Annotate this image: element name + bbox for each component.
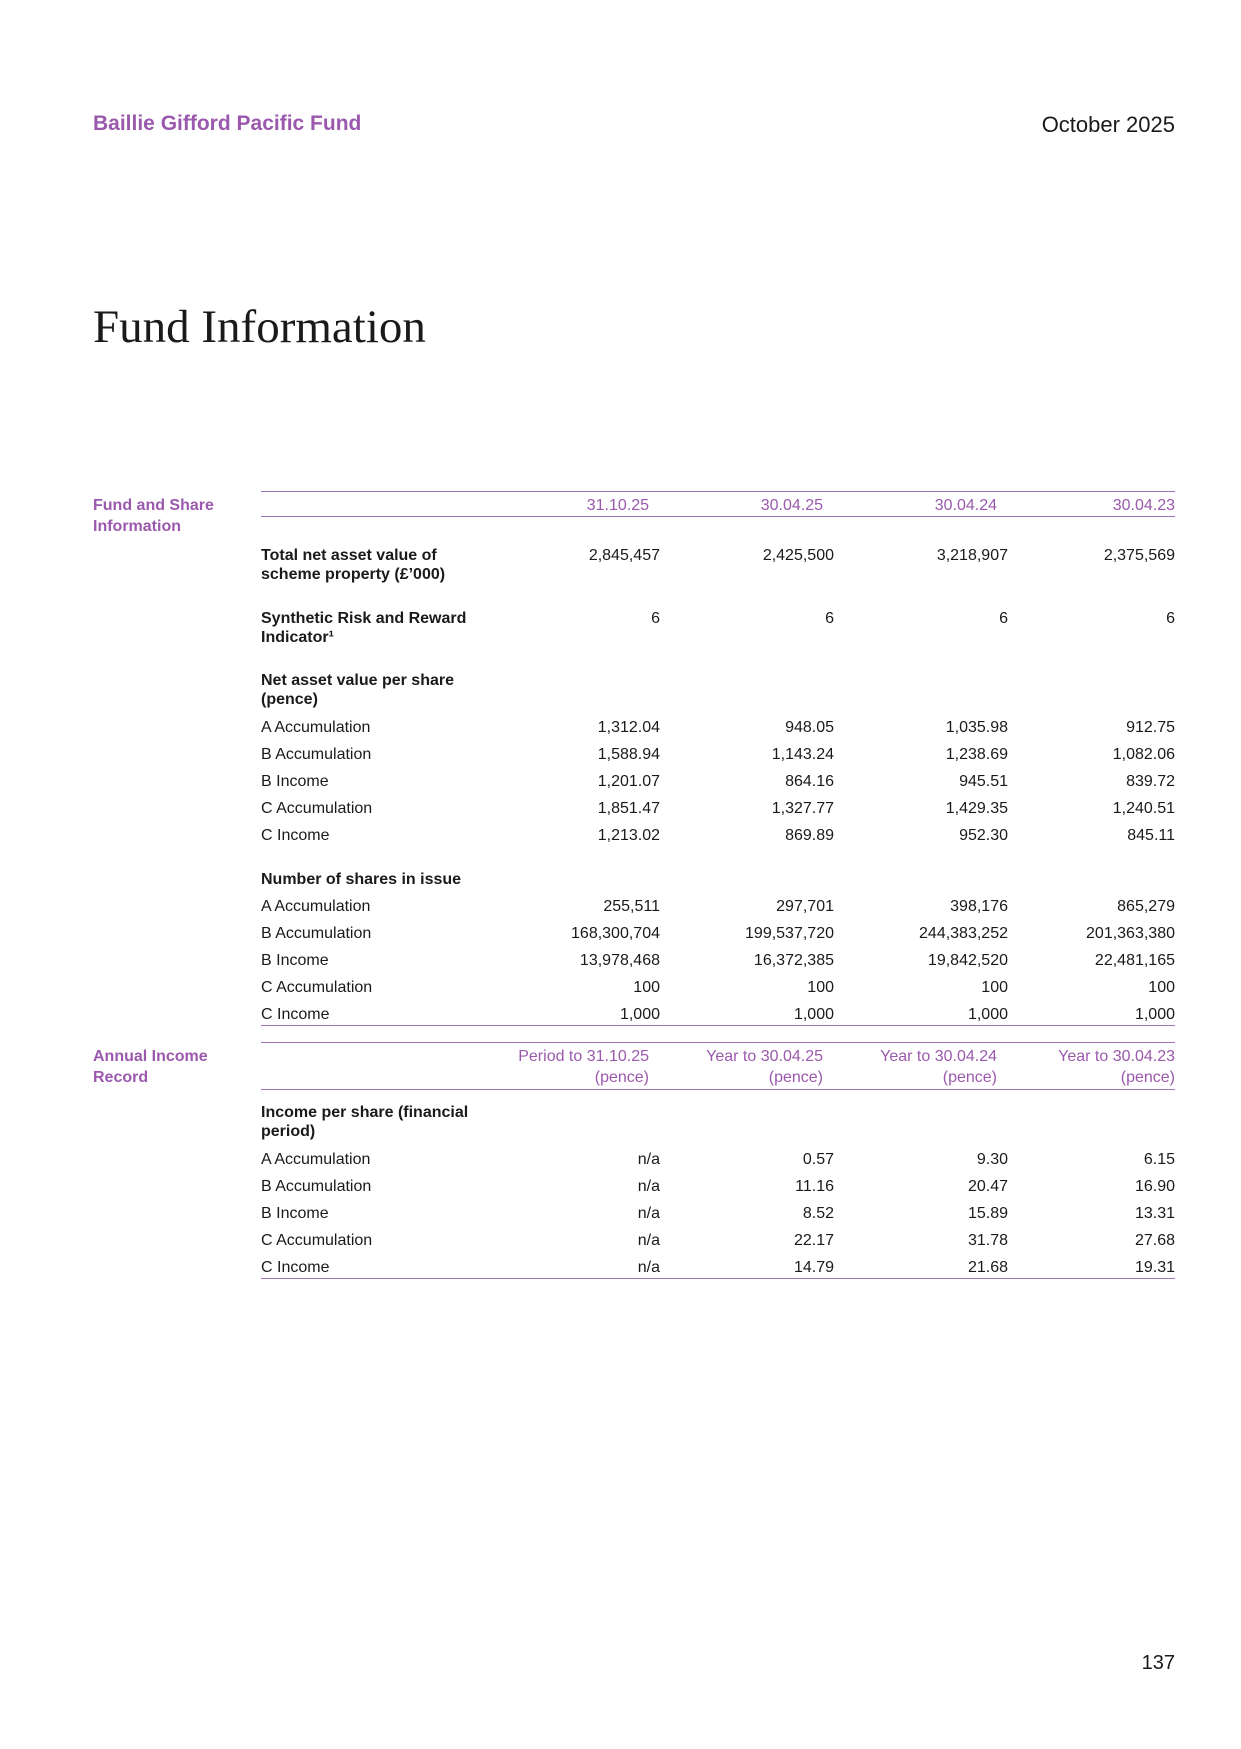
cell-value: 20.47 xyxy=(967,1178,1008,1195)
table-row xyxy=(261,1150,1175,1170)
cell-value: 3,218,907 xyxy=(936,547,1008,564)
table-row xyxy=(261,1231,1175,1251)
cell-value: 1,201.07 xyxy=(597,773,660,790)
cell-value: 6 xyxy=(651,610,660,627)
page-title: Fund Information xyxy=(93,301,426,353)
table-row xyxy=(261,826,1175,846)
cell-value: 1,082.06 xyxy=(1112,746,1175,763)
table-top-rule xyxy=(261,1042,1175,1043)
cell-value: 1,312.04 xyxy=(597,719,660,736)
cell-value: 199,537,720 xyxy=(745,925,834,942)
cell-value: 1,000 xyxy=(619,1006,660,1023)
table-row xyxy=(261,1005,1175,1025)
cell-value: 0.57 xyxy=(802,1151,834,1168)
row-label: Net asset value per share (pence) xyxy=(261,672,454,708)
cell-value: 19,842,520 xyxy=(927,952,1008,969)
cell-value: 13,978,468 xyxy=(579,952,660,969)
row-label: A Accumulation xyxy=(261,719,371,736)
row-label: B Income xyxy=(261,773,329,790)
column-header xyxy=(653,1046,823,1088)
row-label: C Income xyxy=(261,1006,330,1023)
table-row xyxy=(261,718,1175,738)
table-row-srri xyxy=(261,609,1175,646)
cell-value: n/a xyxy=(637,1259,660,1276)
table-row xyxy=(261,1204,1175,1224)
table-row xyxy=(261,1177,1175,1197)
cell-value: 1,035.98 xyxy=(945,719,1008,736)
cell-value: n/a xyxy=(637,1232,660,1249)
column-header-line: (pence) xyxy=(942,1069,997,1086)
cell-value: 19.31 xyxy=(1134,1259,1175,1276)
cell-value: 297,701 xyxy=(776,898,834,915)
cell-value: 9.30 xyxy=(976,1151,1008,1168)
cell-value: 1,238.69 xyxy=(945,746,1008,763)
row-label: Synthetic Risk and Reward Indicator¹ xyxy=(261,610,467,646)
cell-value: 952.30 xyxy=(959,827,1008,844)
cell-value: 1,851.47 xyxy=(597,800,660,817)
cell-value: 168,300,704 xyxy=(571,925,660,942)
cell-value: n/a xyxy=(637,1205,660,1222)
cell-value: 1,213.02 xyxy=(597,827,660,844)
row-label: B Accumulation xyxy=(261,1178,372,1195)
cell-value: 100 xyxy=(633,979,660,996)
row-label: A Accumulation xyxy=(261,898,371,915)
cell-value: 1,588.94 xyxy=(597,746,660,763)
table-row xyxy=(261,951,1175,971)
table-row xyxy=(261,772,1175,792)
subsection-heading xyxy=(261,1103,1175,1140)
cell-value: 1,240.51 xyxy=(1112,800,1175,817)
cell-value: 6 xyxy=(825,610,834,627)
column-header-line: (pence) xyxy=(594,1069,649,1086)
row-label: A Accumulation xyxy=(261,1151,371,1168)
row-label: B Income xyxy=(261,952,329,969)
cell-value: 31.78 xyxy=(967,1232,1008,1249)
cell-value: 6.15 xyxy=(1143,1151,1175,1168)
cell-value: n/a xyxy=(637,1151,660,1168)
cell-value: 8.52 xyxy=(802,1205,834,1222)
table-row xyxy=(261,799,1175,819)
cell-value: 27.68 xyxy=(1134,1232,1175,1249)
cell-value: 2,375,569 xyxy=(1103,547,1175,564)
cell-value: 100 xyxy=(1148,979,1175,996)
column-header-line: Year to 30.04.24 xyxy=(880,1048,997,1065)
cell-value: 14.79 xyxy=(793,1259,834,1276)
cell-value: 11.16 xyxy=(795,1178,834,1195)
table-row xyxy=(261,897,1175,917)
cell-value: 201,363,380 xyxy=(1086,925,1175,942)
cell-value: 398,176 xyxy=(950,898,1008,915)
column-header xyxy=(827,1046,997,1088)
column-header xyxy=(479,1046,649,1088)
cell-value: 255,511 xyxy=(603,898,660,915)
cell-value: 945.51 xyxy=(959,773,1008,790)
column-header: 30.04.25 xyxy=(760,497,823,514)
header-rule xyxy=(261,516,1175,517)
subsection-heading xyxy=(261,870,1175,890)
row-label: B Accumulation xyxy=(261,746,372,763)
cell-value: 244,383,252 xyxy=(919,925,1008,942)
section-label-annual-income: Annual Income Record xyxy=(93,1048,208,1086)
cell-value: 13.31 xyxy=(1134,1205,1175,1222)
cell-value: 1,000 xyxy=(967,1006,1008,1023)
section-label-fund-share-info: Fund and Share Information xyxy=(93,497,214,535)
table-bottom-rule xyxy=(261,1025,1175,1026)
row-label: C Income xyxy=(261,827,330,844)
row-label: C Accumulation xyxy=(261,1232,373,1249)
cell-value: 22,481,165 xyxy=(1094,952,1175,969)
cell-value: 1,000 xyxy=(1134,1006,1175,1023)
cell-value: 15.89 xyxy=(967,1205,1008,1222)
column-header-line: (pence) xyxy=(1120,1069,1175,1086)
cell-value: 21.68 xyxy=(967,1259,1008,1276)
header-rule xyxy=(261,1089,1175,1090)
row-label: B Income xyxy=(261,1205,329,1222)
page-number: 137 xyxy=(1141,1652,1175,1674)
table-row-total-nav xyxy=(261,546,1175,583)
cell-value: 16,372,385 xyxy=(753,952,834,969)
cell-value: 2,845,457 xyxy=(588,547,660,564)
table-row xyxy=(261,978,1175,998)
table-row xyxy=(261,1258,1175,1278)
table-row xyxy=(261,924,1175,944)
column-header-line: Year to 30.04.25 xyxy=(706,1048,823,1065)
cell-value: 1,000 xyxy=(793,1006,834,1023)
row-label: C Accumulation xyxy=(261,979,373,996)
subsection-heading xyxy=(261,671,1175,708)
cell-value: 839.72 xyxy=(1126,773,1175,790)
row-label: Income per share (financial period) xyxy=(261,1104,469,1140)
fund-name: Baillie Gifford Pacific Fund xyxy=(93,112,362,135)
cell-value: 1,143.24 xyxy=(771,746,834,763)
cell-value: 865,279 xyxy=(1117,898,1175,915)
row-label: B Accumulation xyxy=(261,925,372,942)
cell-value: 912.75 xyxy=(1126,719,1175,736)
cell-value: 6 xyxy=(1166,610,1175,627)
cell-value: 1,327.77 xyxy=(771,800,834,817)
table-row xyxy=(261,745,1175,765)
row-label: Total net asset value of scheme property (£’000) xyxy=(261,547,446,583)
row-label: C Accumulation xyxy=(261,800,373,817)
cell-value: 869.89 xyxy=(785,827,834,844)
column-header: 31.10.25 xyxy=(586,497,649,514)
column-header: 30.04.24 xyxy=(934,497,997,514)
cell-value: 864.16 xyxy=(785,773,834,790)
cell-value: 948.05 xyxy=(785,719,834,736)
row-label: C Income xyxy=(261,1259,330,1276)
cell-value: 845.11 xyxy=(1127,827,1175,844)
table-bottom-rule xyxy=(261,1278,1175,1279)
cell-value: 1,429.35 xyxy=(945,800,1008,817)
cell-value: 16.90 xyxy=(1134,1178,1175,1195)
column-header-line: (pence) xyxy=(768,1069,823,1086)
column-header xyxy=(1005,1046,1175,1088)
column-header: 30.04.23 xyxy=(1112,497,1175,514)
cell-value: 100 xyxy=(981,979,1008,996)
column-header-line: Year to 30.04.23 xyxy=(1058,1048,1175,1065)
cell-value: 2,425,500 xyxy=(762,547,834,564)
cell-value: n/a xyxy=(637,1178,660,1195)
row-label: Number of shares in issue xyxy=(261,871,462,888)
cell-value: 100 xyxy=(807,979,834,996)
column-header-line: Period to 31.10.25 xyxy=(518,1048,649,1065)
table-top-rule xyxy=(261,491,1175,492)
document-date: October 2025 xyxy=(1041,112,1175,137)
cell-value: 6 xyxy=(999,610,1008,627)
cell-value: 22.17 xyxy=(793,1232,834,1249)
